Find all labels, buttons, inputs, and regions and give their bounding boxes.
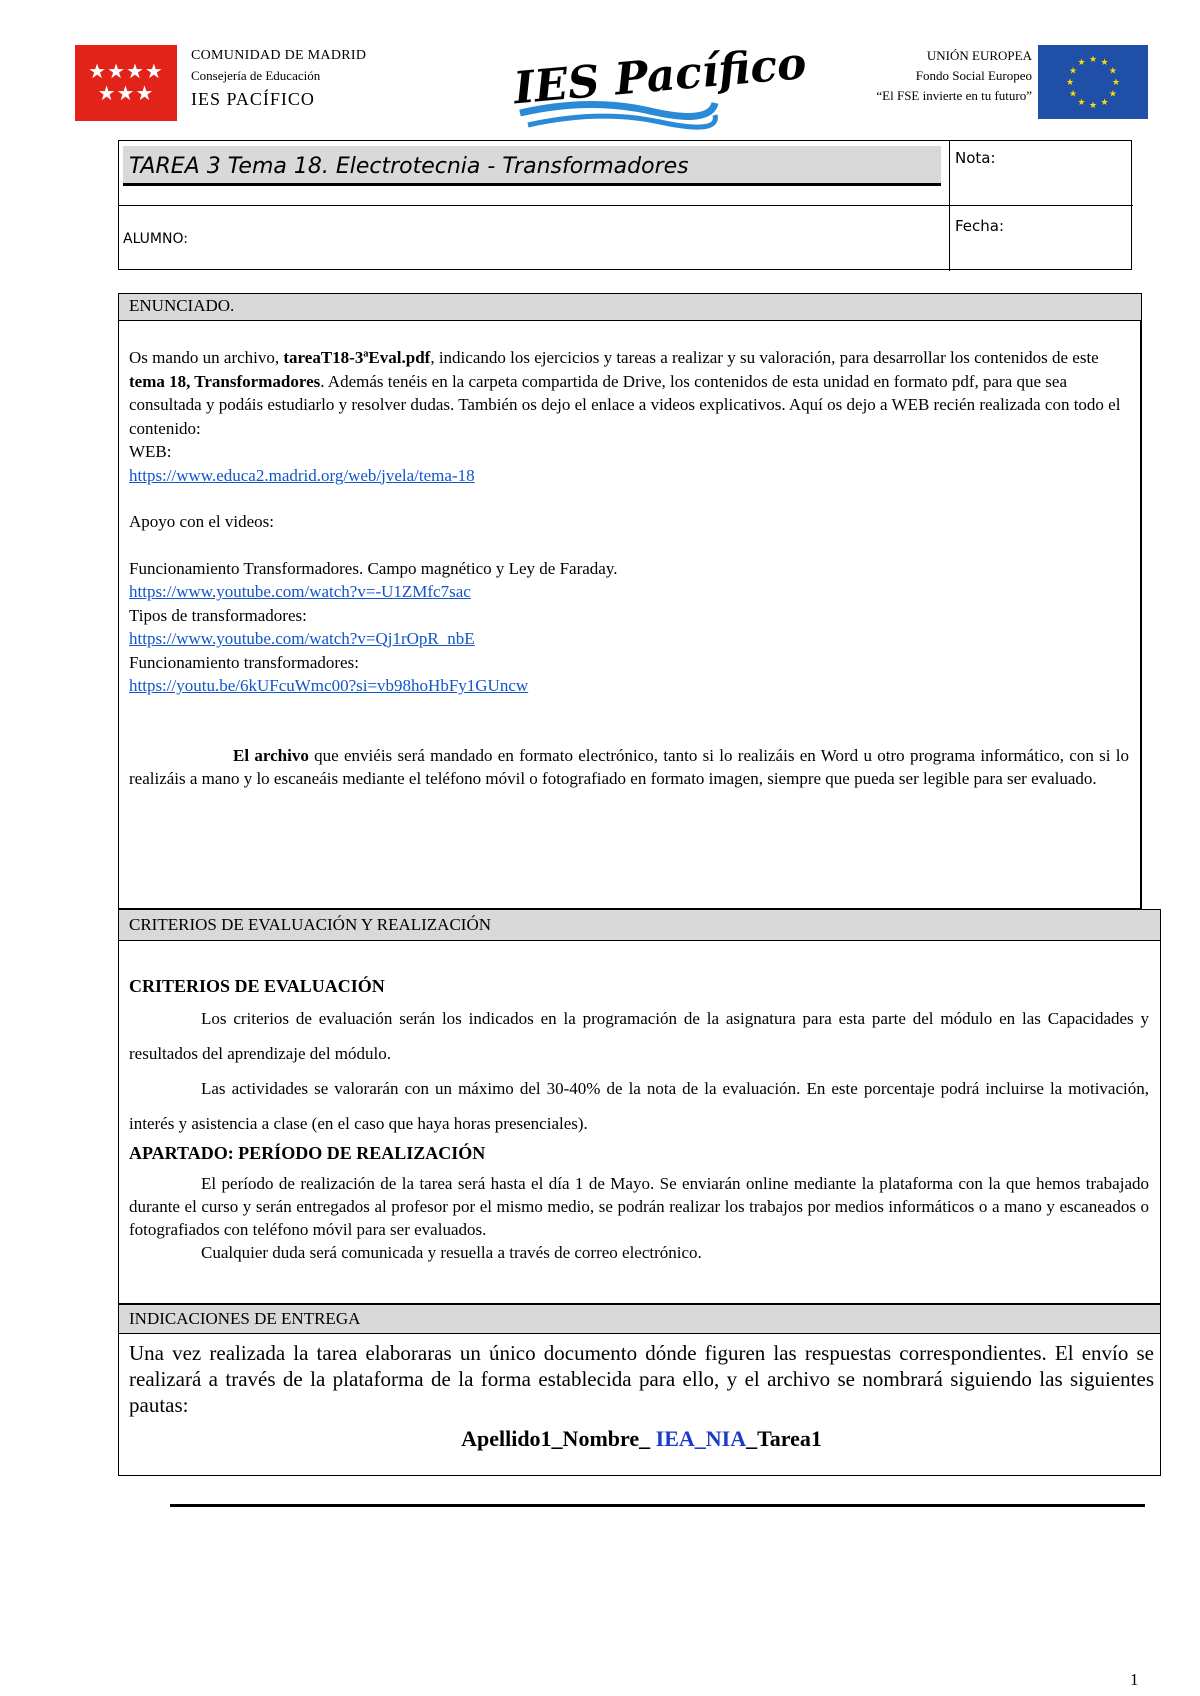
eu-star-icon: ★	[1108, 89, 1117, 100]
madrid-line-1: COMUNIDAD DE MADRID	[191, 48, 367, 63]
eu-text	[800, 46, 1032, 106]
web-link[interactable]: https://www.educa2.madrid.org/web/jvela/tema-18	[129, 465, 475, 485]
eu-star-icon: ★	[1088, 55, 1098, 65]
intro-topic: tema 18, Transformadores	[129, 371, 321, 391]
madrid-stars-bottom: ★★★	[97, 81, 155, 105]
periodo-subheading: APARTADO: PERÍODO DE REALIZACIÓN	[129, 1143, 486, 1163]
periodo-paragraph: El período de realización de la tarea será hasta el día 1 de Mayo. Se enviarán online mediante la plataforma con la que hemos trabajado durante el curso y serán entregados al profesor por el mismo medio, se podrán realizar los trabajos por medios informáticos o a mano y escaneados o fotografiados con teléfono móvil para ser evaluados.	[129, 1174, 1149, 1239]
intro-part-c: , indicando los ejercicios y tareas a realizar y su valoración, para desarrollar los contenidos de este	[430, 348, 1099, 367]
video1-label: Funcionamiento Transformadores. Campo magnético y Ley de Faraday.	[129, 558, 618, 578]
criterios-subheading: CRITERIOS DE EVALUACIÓN	[129, 976, 385, 996]
web-label: WEB:	[129, 442, 172, 461]
eu-star-icon: ★	[1069, 66, 1078, 77]
title-box	[118, 140, 1132, 270]
intro-part-a: Os mando un archivo,	[129, 348, 284, 367]
page-title: TAREA 3 Tema 18. Electrotecnia - Transformadores	[129, 154, 689, 179]
pattern-part-a: Apellido1_Nombre_	[461, 1426, 656, 1451]
entrega-section	[118, 1304, 1161, 1476]
entrega-body	[129, 1340, 1154, 1452]
entrega-heading: INDICACIONES DE ENTREGA	[118, 1304, 1161, 1334]
enunciado-body	[129, 346, 1129, 791]
eu-star-icon: ★	[1069, 89, 1078, 100]
criterios-body	[129, 976, 1149, 1264]
eu-line-1: UNIÓN EUROPEA	[926, 48, 1032, 63]
eu-star-icon: ★	[1065, 78, 1075, 88]
criterios-section	[118, 909, 1161, 1304]
madrid-line-3: IES PACÍFICO	[191, 89, 315, 109]
eu-star-icon: ★	[1088, 101, 1098, 111]
eu-star-icon: ★	[1077, 97, 1086, 108]
intro-filename: tareaT18-3ªEval.pdf	[283, 348, 431, 367]
archivo-text: que enviéis será mandado en formato electrónico, tanto si lo realizáis en Word u otro programa informático, con si lo realizáis a mano y lo escaneáis mediante el teléfono móvil o fotografiado en formato imagen, siempre que pueda ser legible para ser evaluado.	[129, 745, 1129, 788]
filename-pattern	[129, 1426, 1154, 1452]
enunciado-heading: ENUNCIADO.	[118, 293, 1142, 321]
pattern-part-b: IEA_NIA	[655, 1426, 747, 1451]
video3-link[interactable]: https://youtu.be/6kUFcuWmc00?si=vb98hoHbFy1GUncw	[129, 676, 529, 695]
video3-label: Funcionamiento transformadores:	[129, 652, 359, 672]
eu-line-3: “El FSE invierte en tu futuro”	[876, 88, 1032, 103]
entrega-text: Una vez realizada la tarea elaboraras un único documento dónde figuren las respuestas correspondientes. El envío se realizará a través de la plataforma de la forma establecida para ello, y el archivo se nombrará siguiendo las siguientes pautas:	[129, 1341, 1154, 1417]
comunidad-madrid-flag-logo	[75, 45, 177, 121]
eu-star-icon: ★	[1077, 58, 1086, 69]
fecha-label: Fecha:	[955, 217, 1005, 235]
criterios-paragraph-2: Las actividades se valorarán con un máximo del 30-40% de la nota de la evaluación. En este porcentaje podrá incluirse la motivación, interés y asistencia a clase (en el caso que haya horas presenciales).	[129, 1079, 1149, 1133]
eu-flag-logo	[1038, 45, 1148, 119]
eu-line-2: Fondo Social Europeo	[915, 68, 1032, 83]
video2-label: Tipos de transformadores:	[129, 605, 307, 625]
archivo-bold: El archivo	[233, 745, 309, 765]
archivo-paragraph	[129, 744, 1129, 791]
eu-star-icon: ★	[1111, 78, 1121, 88]
enunciado-section	[118, 293, 1142, 909]
dudas-paragraph: Cualquier duda será comunicada y resuella a través de correo electrónico.	[201, 1243, 702, 1262]
criterios-heading: CRITERIOS DE EVALUACIÓN Y REALIZACIÓN	[118, 909, 1161, 941]
criterios-paragraph-1: Los criterios de evaluación serán los indicados en la programación de la asignatura para esta parte del módulo en las Capacidades y resultados del aprendizaje del módulo.	[129, 1009, 1149, 1063]
svg-text:IES Pacífico: IES Pacífico	[511, 37, 809, 115]
nota-label: Nota:	[955, 149, 996, 167]
title-box-divider	[949, 141, 950, 271]
eu-star-icon: ★	[1108, 66, 1117, 77]
alumno-label: ALUMNO:	[123, 231, 188, 247]
video2-link[interactable]: https://www.youtube.com/watch?v=Qj1rOpR_nbE	[129, 629, 475, 648]
page-number: 1	[1130, 1670, 1139, 1689]
eu-star-icon: ★	[1100, 97, 1109, 108]
enunciado-intro	[129, 346, 1129, 440]
video1-link[interactable]: https://www.youtube.com/watch?v=-U1ZMfc7sac	[129, 582, 471, 601]
madrid-line-2: Consejería de Educación	[191, 68, 321, 83]
title-bar	[123, 146, 941, 186]
madrid-institution-text	[191, 46, 366, 109]
intro-part-e: . Además tenéis en la carpeta compartida de Drive, los contenidos de esta unidad en formato pdf, para que sea consultada y podáis estudiarlo y resolver dudas. También os dejo el enlace a videos explicativos. Aquí os dejo a WEB recién realizada con todo el contenido:	[129, 371, 1121, 438]
footer-rule	[170, 1504, 1145, 1507]
pattern-part-c: _Tarea1	[746, 1426, 822, 1451]
madrid-stars-top: ★★★★	[88, 59, 164, 83]
ies-pacifico-logo	[510, 37, 809, 135]
eu-star-icon: ★	[1100, 58, 1109, 69]
apoyo-videos-label: Apoyo con el videos:	[129, 512, 274, 531]
